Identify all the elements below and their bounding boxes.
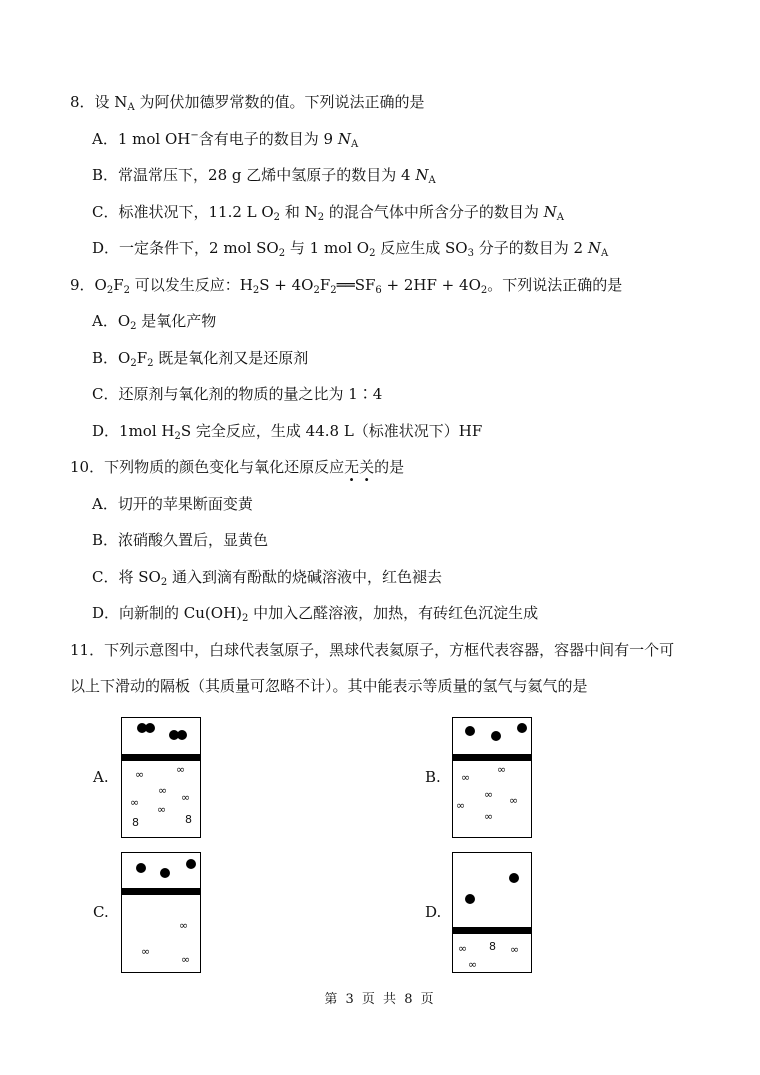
partition-plate xyxy=(453,927,531,934)
hydrogen-molecule: ∞ xyxy=(179,919,189,932)
q9-stem: 9．$O_2F_2$ 可以发生反应：$H_2S$ + $4O_2F_2══SF_6 + 2HF + 4O_2$。下列说法正确的是 xyxy=(70,276,623,296)
q9-option-a: A．$O_2$ 是氧化产物 xyxy=(92,312,217,332)
hydrogen-molecule: ∞ xyxy=(176,763,186,776)
q8-option-b: B．常温常压下，28 g 乙烯中氢原子的数目为 4 $N_A$ xyxy=(92,166,436,186)
hydrogen-molecule: ∞ xyxy=(456,799,466,812)
q8-option-d: D．一定条件下，2 mol $SO_2$ 与 1 mol $O_2$ 反应生成 $SO_3$ 分子的数目为 2 $N_A$ xyxy=(92,239,609,259)
hydrogen-molecule: 8 xyxy=(132,816,139,829)
helium-atom xyxy=(145,723,155,733)
helium-atom xyxy=(186,859,196,869)
helium-atom xyxy=(177,730,187,740)
q11-stem-line2: 以上下滑动的隔板（其质量可忽略不计）。其中能表示等质量的氢气与氦气的是 xyxy=(70,677,588,695)
q8-option-a: A．1 mol OH−含有电子的数目为 9 $N_A$ xyxy=(92,130,359,150)
q10-option-b: B．浓硝酸久置后，显黄色 xyxy=(92,531,269,549)
q8-option-c: C．标准状况下，11.2 L $O_2$ 和 $N_2$ 的混合气体中所含分子的数目为 $N_A$ xyxy=(92,203,564,223)
helium-atom xyxy=(136,863,146,873)
helium-atom xyxy=(160,868,170,878)
hydrogen-molecule: ∞ xyxy=(468,958,478,971)
hydrogen-molecule: ∞ xyxy=(181,791,191,804)
helium-atom xyxy=(517,723,527,733)
hydrogen-molecule: ∞ xyxy=(458,942,468,955)
hydrogen-molecule: ∞ xyxy=(510,943,520,956)
partition-plate xyxy=(122,754,200,761)
q10-option-d: D．向新制的 $Cu(OH)_2$ 中加入乙醛溶液，加热，有砖红色沉淀生成 xyxy=(92,604,539,624)
container-b xyxy=(452,717,532,838)
q11-stem-line1: 11．下列示意图中，白球代表氢原子，黑球代表氦原子，方框代表容器，容器中间有一个可 xyxy=(70,641,675,659)
hydrogen-molecule: ∞ xyxy=(157,803,167,816)
q10-option-a: A．切开的苹果断面变黄 xyxy=(92,495,253,513)
helium-atom xyxy=(491,731,501,741)
diagram-d-label: D. xyxy=(425,903,442,921)
diagram-a-label: A. xyxy=(93,768,109,786)
q9-option-c: C．还原剂与氧化剂的物质的量之比为 1∶4 xyxy=(92,385,383,403)
hydrogen-molecule: 8 xyxy=(489,940,496,953)
q10-option-c: C．将 $SO_2$ 通入到滴有酚酞的烧碱溶液中，红色褪去 xyxy=(92,568,442,588)
q9-option-d: D．1mol $H_2S$ 完全反应，生成 44.8 L（标准状况下）HF xyxy=(92,422,483,442)
q8-stem: 8．设 $N_A$ 为阿伏加德罗常数的值。下列说法正确的是 xyxy=(70,93,425,113)
helium-atom xyxy=(509,873,519,883)
diagram-c-label: C. xyxy=(93,903,109,921)
hydrogen-molecule: ∞ xyxy=(130,796,140,809)
hydrogen-molecule: ∞ xyxy=(181,953,191,966)
container-c xyxy=(121,852,201,973)
hydrogen-molecule: ∞ xyxy=(484,788,494,801)
helium-atom xyxy=(465,726,475,736)
helium-atom xyxy=(465,894,475,904)
hydrogen-molecule: ∞ xyxy=(158,784,168,797)
diagram-b-label: B. xyxy=(425,768,441,786)
q9-option-b: B．$O_2F_2$ 既是氧化剂又是还原剂 xyxy=(92,349,309,369)
partition-plate xyxy=(453,754,531,761)
container-a xyxy=(121,717,201,838)
q10-stem: 10．下列物质的颜色变化与氧化还原反应无关的是 xyxy=(70,458,405,476)
hydrogen-molecule: ∞ xyxy=(461,771,471,784)
hydrogen-molecule: ∞ xyxy=(141,945,151,958)
page-footer: 第 3 页 共 8 页 xyxy=(324,992,436,1007)
hydrogen-molecule: ∞ xyxy=(135,768,145,781)
partition-plate xyxy=(122,888,200,895)
hydrogen-molecule: ∞ xyxy=(484,810,494,823)
hydrogen-molecule: ∞ xyxy=(509,794,519,807)
hydrogen-molecule: 8 xyxy=(185,813,192,826)
hydrogen-molecule: ∞ xyxy=(497,763,507,776)
container-d xyxy=(452,852,532,973)
